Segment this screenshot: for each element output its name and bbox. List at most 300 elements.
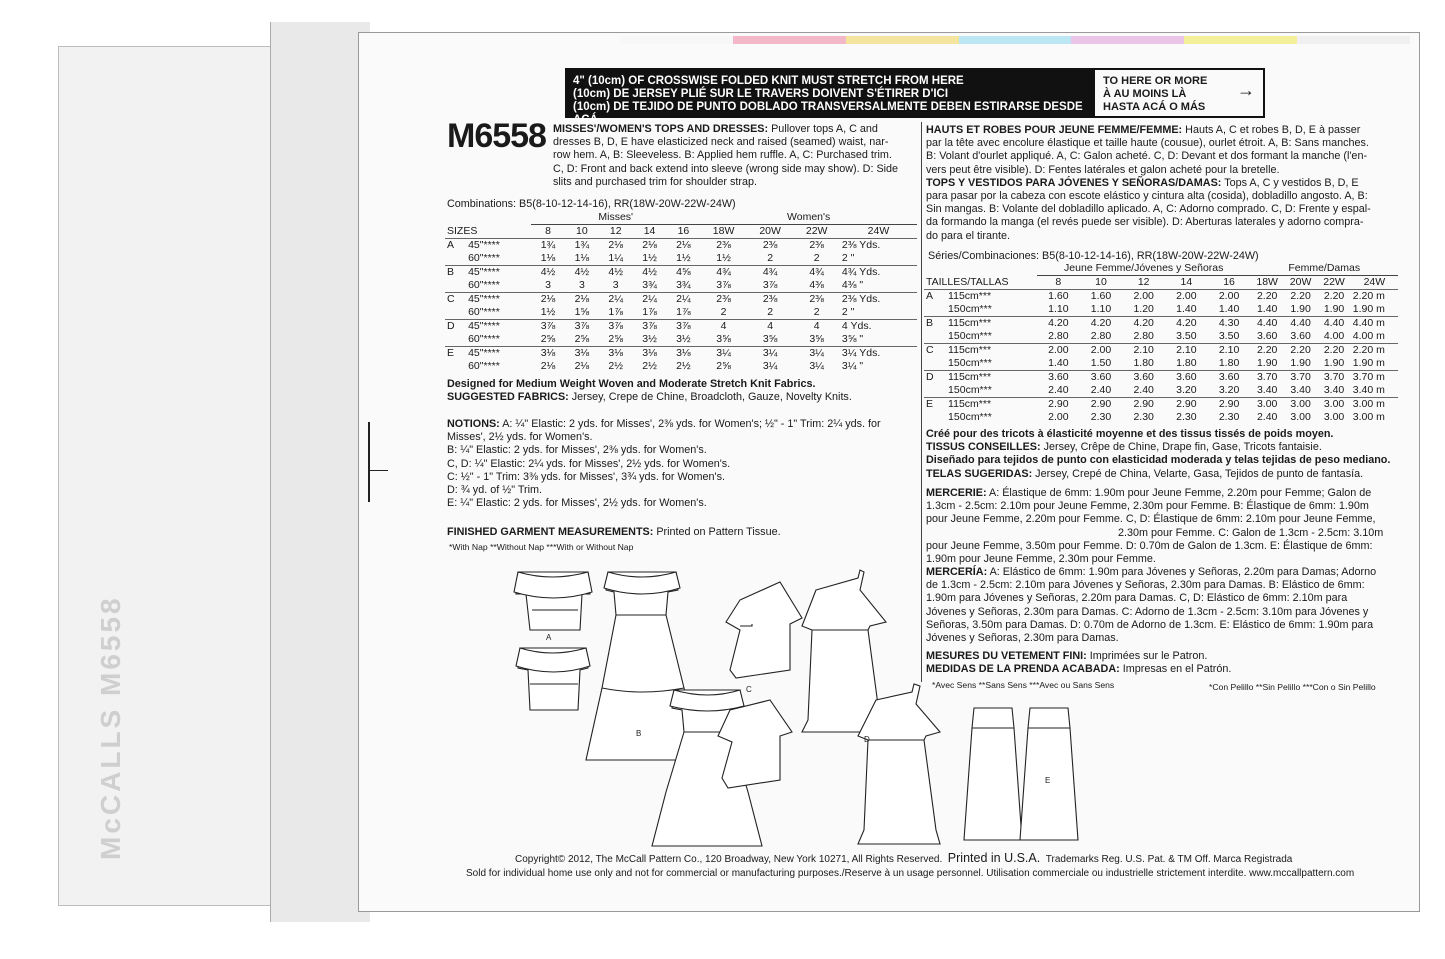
desc-line: row hem. A, B: Sleeveless. B: Applied hem ruffle. A, C: Purchased trim. bbox=[553, 149, 892, 162]
group-header-misses: Misses' bbox=[531, 211, 700, 225]
size-header: 16 bbox=[1223, 276, 1235, 288]
finished-text: Printed on Pattern Tissue. bbox=[653, 526, 781, 538]
notions-line: B: ¼" Elastic: 2 yds. for Misses', 2⅜ yds. for Women's. bbox=[447, 444, 707, 457]
yardage-cell: 4⅜ bbox=[809, 279, 824, 291]
fr-es-fabric-info bbox=[926, 428, 1398, 481]
figure-label-a: A bbox=[546, 633, 552, 642]
combinations: Combinations: B5(8-10-12-14-16), RR(18W-20W-22W-24W) bbox=[447, 198, 736, 210]
fr-desc-line: Hauts A, C et robes B, D, E à passer bbox=[1182, 124, 1361, 136]
yardage-cell: 2⅝ bbox=[540, 333, 556, 345]
size-header: 14 bbox=[643, 225, 656, 237]
figure-label-d: D bbox=[864, 735, 870, 744]
table-row bbox=[924, 317, 1398, 331]
yardage-cell: 3.60 bbox=[1080, 371, 1123, 385]
yardage-cell: 2.90 bbox=[1122, 398, 1165, 412]
table-row bbox=[924, 398, 1398, 412]
suggested-fabrics: Jersey, Crepe de Chine, Broadcloth, Gauze, Novelty Knits. bbox=[568, 391, 852, 404]
garment-illustrations bbox=[440, 560, 1080, 850]
color-swatch bbox=[959, 36, 1072, 44]
yardage-cell: 1.90 bbox=[1290, 303, 1311, 315]
yardage-cell: 1.90 bbox=[1290, 357, 1311, 369]
fr-desc-line: par la tête avec encolure élastique et taille haute (cousue), ourlet étroit. A, B: Sans manches. bbox=[926, 137, 1369, 150]
yardage-cell: 3.70 bbox=[1317, 371, 1350, 385]
merceria-line: de 1.3cm - 2.5cm: 2.10m para Jóvenes y Señoras, 2.30m para Damas. B: Elástico de 6mm: bbox=[926, 579, 1365, 592]
view-a-top-back bbox=[516, 648, 590, 710]
yardage-cell: 3¼ " bbox=[841, 360, 864, 372]
yardage-cell: 4.30 bbox=[1208, 317, 1251, 331]
yardage-cell: 2.20 m bbox=[1351, 344, 1398, 358]
yardage-cell: 2⅜ bbox=[700, 239, 747, 253]
yardage-cell: 3.60 bbox=[1256, 330, 1278, 342]
es-desc-line: da formando la manga (el revés puede ser visible). D: Aberturas laterales y adorno compra- bbox=[926, 216, 1364, 229]
view-label: D bbox=[445, 320, 466, 334]
yardage-cell: 1¾ bbox=[565, 239, 599, 253]
yardage-cell: 2⅛ bbox=[565, 293, 599, 307]
yardage-cell: 2⅝ bbox=[574, 333, 590, 345]
yardage-cell: 1⅞ bbox=[676, 306, 691, 318]
yardage-cell: 3¼ bbox=[700, 347, 747, 361]
stretch-gauge-from bbox=[567, 70, 1095, 126]
yardage-cell: 3⅛ bbox=[633, 347, 667, 361]
view-label: A bbox=[445, 239, 466, 253]
yardage-cell: 2 " bbox=[841, 252, 855, 264]
yardage-cell: 3.60 bbox=[1290, 330, 1311, 342]
yardage-cell: 2.00 bbox=[1048, 411, 1069, 423]
yardage-cell: 3⅞ bbox=[716, 279, 731, 291]
view-label bbox=[445, 306, 466, 320]
yardage-cell: 3¼ Yds. bbox=[840, 347, 917, 361]
fabric-width: 150cm*** bbox=[948, 330, 992, 342]
yardage-cell: 1⅛ bbox=[540, 252, 556, 264]
yardage-cell: 4⅝ bbox=[666, 266, 700, 280]
yardage-cell: 4.40 bbox=[1317, 317, 1350, 331]
yardage-cell: 2⅛ bbox=[666, 239, 700, 253]
yardage-cell: 2.20 bbox=[1250, 290, 1283, 304]
mercerie-line: 2.30m pour Femme. C: Galon de 1.3cm - 2.5cm: 3.10m bbox=[1118, 526, 1384, 539]
yardage-cell: 2.30 bbox=[1090, 411, 1112, 423]
fr-desc-line: B: Volant d'ourlet appliqué. A, C: Galon acheté. C, D: Devant et dos formant la manche (l'en- bbox=[926, 150, 1368, 163]
yardage-cell: 3.50 bbox=[1176, 330, 1197, 342]
envelope-flap-fold bbox=[270, 22, 370, 922]
fabric-width: 115cm*** bbox=[946, 290, 1037, 304]
yardage-cell: 1½ bbox=[540, 306, 556, 318]
yardage-cell: 2.00 bbox=[1080, 344, 1123, 358]
yardage-cell: 2.20 bbox=[1284, 344, 1317, 358]
yardage-cell: 2⅜ bbox=[700, 293, 747, 307]
yardage-cell: 4.20 bbox=[1122, 317, 1165, 331]
desc-line: dresses B, D, E have elasticized neck and raised (seamed) waist, nar- bbox=[553, 136, 889, 149]
yardage-cell: 3.00 bbox=[1317, 398, 1350, 412]
yardage-cell: 3½ bbox=[642, 333, 657, 345]
notions-line: E: ¼" Elastic: 2 yds. for Misses', 2½ yds. for Women's. bbox=[447, 497, 707, 510]
table-row bbox=[924, 344, 1398, 358]
yardage-cell: 3.60 bbox=[1165, 371, 1208, 385]
mercerie-line: pour Jeune Femme, 3.50m pour Femme. D: 0.70m de Galon de 1.3cm. E: Élastique de 6mm: bbox=[926, 539, 1373, 552]
mesures-label: MESURES DU VETEMENT FINI: bbox=[926, 650, 1087, 662]
view-label bbox=[924, 411, 946, 424]
yardage-cell: 4.20 bbox=[1165, 317, 1208, 331]
yardage-cell: 4½ bbox=[531, 266, 565, 280]
view-label: D bbox=[924, 371, 946, 385]
yardage-cell: 3¼ bbox=[793, 347, 840, 361]
finished-measurements bbox=[447, 526, 781, 539]
notions-label: NOTIONS: bbox=[447, 418, 500, 430]
yardage-cell: 2⅛ bbox=[540, 360, 556, 372]
yardage-cell: 1.60 bbox=[1037, 290, 1080, 304]
fabric-width: 150cm*** bbox=[948, 303, 992, 315]
yardage-cell: 4 bbox=[747, 320, 794, 334]
view-label bbox=[924, 384, 946, 398]
table-row bbox=[445, 266, 917, 280]
group-header-jeune: Jeune Femme/Jóvenes y Señoras bbox=[1037, 262, 1250, 276]
yardage-cell: 3⅝ bbox=[762, 333, 778, 345]
fabric-width: 60"**** bbox=[468, 360, 500, 372]
fabric-width: 115cm*** bbox=[946, 344, 1037, 358]
fabric-width: 45"**** bbox=[466, 239, 531, 253]
yardage-cell: 2⅛ bbox=[599, 239, 633, 253]
figure-label-c: C bbox=[746, 685, 752, 694]
yardage-cell: 1.20 bbox=[1133, 303, 1154, 315]
mercerie bbox=[926, 487, 1398, 566]
yardage-cell: 3⅞ bbox=[762, 279, 778, 291]
merceria-line: A: Elástico de 6mm: 1.90m para Jóvenes y Señoras, 2.20m para Damas; Adorno bbox=[987, 566, 1377, 578]
view-label bbox=[445, 279, 466, 293]
con-pelillo-legend: *Con Pelillo **Sin Pelillo ***Con o Sin Pelillo bbox=[1209, 682, 1376, 692]
notions-line: C, D: ¼" Elastic: 2¼ yds. for Misses', 2½ yds. for Women's. bbox=[447, 457, 731, 470]
yardage-cell: 3.40 bbox=[1323, 384, 1345, 396]
table-row bbox=[924, 384, 1398, 398]
table-row bbox=[445, 239, 917, 253]
view-label bbox=[924, 303, 946, 317]
arrow-right-icon: → bbox=[1237, 80, 1255, 100]
yardage-cell: 3.40 bbox=[1290, 384, 1311, 396]
yardage-cell: 4½ bbox=[599, 266, 633, 280]
table-row bbox=[445, 293, 917, 307]
yardage-cell: 3⅞ bbox=[599, 320, 633, 334]
yardage-cell: 2 bbox=[767, 306, 774, 318]
yardage-cell: 1.10 bbox=[1048, 303, 1069, 315]
size-header: 10 bbox=[1095, 276, 1107, 288]
series: Séries/Combinaciones: B5(8-10-12-14-16), RR(18W-20W-22W-24W) bbox=[928, 250, 1259, 262]
fabric-width: 45"**** bbox=[466, 347, 531, 361]
yardage-cell: 2.40 bbox=[1133, 384, 1154, 396]
yardage-cell: 3⅞ bbox=[565, 320, 599, 334]
mercerie-line: pour Jeune Femme, 2.20m pour Femme. C, D: Élastique de 6mm: 2.10m pour Jeune Femme, bbox=[926, 513, 1376, 526]
yardage-cell: 2⅜ bbox=[793, 239, 840, 253]
disenado-para: Diseñado para tejidos de punto con elasticidad moderada y telas tejidas de peso mediano. bbox=[926, 454, 1391, 467]
yardage-cell: 2½ bbox=[642, 360, 657, 372]
yardage-cell: 2⅛ bbox=[531, 293, 565, 307]
yardage-cell: 3⅞ bbox=[666, 320, 700, 334]
mercerie-line: 1.3cm - 2.5cm: 2.10m pour Jeune Femme, 2.30m pour Femme. B: Élastique de 6mm: 1.90m bbox=[926, 500, 1369, 513]
pattern-number: M6558 bbox=[447, 117, 546, 155]
view-label: E bbox=[445, 347, 466, 361]
yardage-cell: 2½ bbox=[608, 360, 624, 372]
yardage-cell: 3⅝ bbox=[809, 333, 824, 345]
yardage-cell: 3.40 bbox=[1256, 384, 1278, 396]
fabric-width: 115cm*** bbox=[946, 371, 1037, 385]
stretch-from-line: (10cm) DE JERSEY PLIÉ SUR LE TRAVERS DOIVENT S'ÉTIRER D'ICI bbox=[573, 88, 949, 100]
size-header: 12 bbox=[1137, 276, 1150, 288]
view-label: C bbox=[445, 293, 466, 307]
yardage-cell: 3.00 m bbox=[1352, 411, 1385, 423]
figure-label-b: B bbox=[636, 729, 642, 738]
fabric-width: 150cm*** bbox=[948, 357, 992, 369]
yardage-cell: 4½ bbox=[565, 266, 599, 280]
yardage-cell: 3.70 bbox=[1250, 371, 1283, 385]
fabric-width: 45"**** bbox=[466, 266, 531, 280]
table-row bbox=[445, 360, 917, 373]
show-through-brand: McCALLS M6558 bbox=[95, 595, 126, 860]
yardage-cell: 2.20 bbox=[1317, 344, 1350, 358]
fabric-width: 60"**** bbox=[468, 333, 500, 345]
color-swatch bbox=[733, 36, 846, 44]
yardage-cell: 3 bbox=[545, 279, 551, 291]
tissus-text: Jersey, Crêpe de Chine, Drape fin, Gase, Tricots fantaisie. bbox=[1040, 441, 1322, 454]
english-title: MISSES'/WOMEN'S TOPS AND DRESSES: bbox=[553, 123, 769, 135]
stretch-gauge bbox=[565, 68, 1265, 126]
notions-line: C: ½" - 1" Trim: 3⅜ yds. for Misses', 3¾ yds. for Women's. bbox=[447, 470, 725, 483]
yardage-cell: 1⅝ bbox=[574, 306, 590, 318]
yardage-cell: 2 bbox=[767, 252, 774, 264]
yardage-cell: 1.40 bbox=[1048, 357, 1069, 369]
tissus-label: TISSUS CONSEILLES: bbox=[926, 441, 1041, 454]
table-row bbox=[445, 333, 917, 347]
yardage-cell: 2⅜ bbox=[747, 293, 794, 307]
view-label bbox=[445, 333, 466, 347]
yardage-cell: 3.00 bbox=[1284, 398, 1317, 412]
yardage-cell: 2⅜ bbox=[747, 239, 794, 253]
tailles-label: TAILLES/TALLAS bbox=[926, 275, 1009, 288]
color-swatch bbox=[846, 36, 959, 44]
table-row bbox=[924, 371, 1398, 385]
yardage-cell: 3⅝ " bbox=[841, 333, 864, 345]
fabric-width: 150cm*** bbox=[948, 384, 992, 396]
stretch-from-line: 4" (10cm) OF CROSSWISE FOLDED KNIT MUST STRETCH FROM HERE bbox=[573, 75, 964, 87]
yardage-cell: 2 bbox=[720, 306, 727, 318]
notions-line: A: ¼" Elastic: 2 yds. for Misses', 2⅜ yds. for Women's; ½" - 1" Trim: 2¼ yds. for bbox=[499, 418, 881, 430]
yardage-cell: 3⅞ bbox=[531, 320, 565, 334]
group-header-women: Women's bbox=[700, 211, 917, 225]
color-swatch bbox=[1071, 36, 1184, 44]
yardage-cell: 2.20 bbox=[1250, 344, 1283, 358]
fabric-width: 150cm*** bbox=[948, 411, 992, 423]
merceria-line: Jóvenes y Señoras, 2.30m para Damas. C: Adorno de 1.3cm - 2.5cm: 3.10m para Jóvenes y bbox=[926, 605, 1369, 618]
merceria-line: Señoras, 3.50m para Damas. D: 0.70m de Adorno de 1.3cm. E: Elástico de 6mm: 1.90m para bbox=[926, 618, 1374, 631]
view-e-dress-back bbox=[1020, 708, 1078, 840]
telas-text: Jersey, Crepé de China, Velarte, Gasa, Tejidos de punto de fantasía. bbox=[1032, 467, 1364, 480]
yardage-cell: 1¾ bbox=[531, 239, 565, 253]
yardage-cell: 2¼ bbox=[666, 293, 700, 307]
yardage-cell: 3 bbox=[578, 279, 585, 291]
yardage-cell: 3⅞ bbox=[633, 320, 667, 334]
stretch-from-line: (10cm) DE TEJIDO DE PUNTO DOBLADO TRANSVERSALMENTE DEBEN ESTIRARSE DESDE ACÁ bbox=[573, 101, 1083, 126]
yardage-cell: 2.90 bbox=[1208, 398, 1251, 412]
es-desc-line: para pasar por la cabeza con escote elástico y cintura alta (cosida), dobladillo angosto. A, B: bbox=[926, 190, 1368, 203]
yardage-cell: 2.40 bbox=[1090, 384, 1112, 396]
yardage-cell: 3⅛ bbox=[599, 347, 633, 361]
yardage-cell: 4 bbox=[793, 320, 840, 334]
size-header: 20W bbox=[1289, 276, 1312, 288]
finished-label: FINISHED GARMENT MEASUREMENTS: bbox=[447, 526, 654, 538]
telas-label: TELAS SUGERIDAS: bbox=[926, 467, 1033, 480]
yardage-cell: 2.20 m bbox=[1351, 290, 1398, 304]
view-label bbox=[445, 360, 466, 373]
yardage-cell: 4.40 bbox=[1284, 317, 1317, 331]
yardage-cell: 3¼ bbox=[762, 360, 778, 372]
yardage-cell: 2.80 bbox=[1090, 330, 1112, 342]
view-label: E bbox=[924, 398, 946, 412]
table-row bbox=[445, 320, 917, 334]
yardage-cell: 3.60 bbox=[1037, 371, 1080, 385]
yardage-cell: 4.00 bbox=[1323, 330, 1345, 342]
yardage-cell: 2⅜ Yds. bbox=[840, 239, 917, 253]
usage-notice: Sold for individual home use only and not for commercial or manufacturing purposes./Reserve à un usage personnel. Utilisation commerciale ou industrielle strictement interdite. www.mccallpattern.com bbox=[466, 868, 1355, 879]
yardage-cell: 3.60 bbox=[1208, 371, 1251, 385]
size-header: 20W bbox=[759, 225, 781, 237]
view-a-top-front bbox=[514, 572, 592, 630]
size-header: 22W bbox=[1323, 276, 1345, 288]
yardage-cell: 2.30 bbox=[1176, 411, 1197, 423]
yardage-cell: 1.40 bbox=[1218, 303, 1240, 315]
yardage-cell: 3.00 bbox=[1250, 398, 1283, 412]
yardage-cell: 4.20 bbox=[1080, 317, 1123, 331]
color-swatch bbox=[1184, 36, 1297, 44]
fr-es-description bbox=[926, 124, 1398, 243]
es-desc-line: Tops A, C y vestidos B, D, E bbox=[1221, 176, 1359, 189]
size-header: 22W bbox=[805, 225, 828, 237]
fold-mark-tick bbox=[368, 470, 388, 471]
medidas-label: MEDIDAS DE LA PRENDA ACABADA: bbox=[926, 663, 1120, 676]
table-row bbox=[445, 252, 917, 266]
size-header: 10 bbox=[576, 225, 588, 237]
yardage-cell: 2.00 bbox=[1208, 290, 1251, 304]
yardage-cell: 1⅞ bbox=[608, 306, 624, 318]
yardage-cell: 1.90 bbox=[1323, 357, 1345, 369]
yardage-cell: 2.80 bbox=[1048, 330, 1069, 342]
yardage-cell: 3.00 bbox=[1290, 411, 1311, 423]
yardage-cell: 3¼ bbox=[809, 360, 824, 372]
stretch-to-line: À AU MOINS LÀ bbox=[1103, 88, 1187, 100]
yardage-cell: 1⅞ bbox=[642, 306, 657, 318]
yardage-cell: 1½ bbox=[676, 252, 691, 264]
size-header: 16 bbox=[677, 225, 690, 237]
yardage-cell: 1.90 bbox=[1256, 357, 1278, 369]
yardage-cell: 3½ bbox=[676, 333, 691, 345]
yardage-cell: 1.80 bbox=[1133, 357, 1154, 369]
table-row bbox=[924, 290, 1398, 304]
yardage-cell: 3.70 m bbox=[1351, 371, 1398, 385]
copyright-line bbox=[515, 851, 1292, 865]
stretch-gauge-to bbox=[1095, 70, 1263, 116]
stretch-to-line: HASTA ACÁ O MÁS bbox=[1103, 101, 1206, 113]
yardage-cell: 2 bbox=[813, 306, 820, 318]
medidas-text: Impresas en el Patrón. bbox=[1119, 663, 1232, 676]
fabric-width: 60"**** bbox=[468, 279, 500, 291]
printed-in: Printed in U.S.A. bbox=[947, 851, 1041, 865]
size-header: 24W bbox=[1363, 276, 1386, 288]
yardage-cell: 2 " bbox=[841, 306, 855, 318]
yardage-cell: 2.10 bbox=[1122, 344, 1165, 358]
table-row bbox=[445, 347, 917, 361]
yardage-cell: 4½ bbox=[633, 266, 667, 280]
table-row bbox=[924, 411, 1398, 424]
view-label bbox=[445, 252, 466, 266]
cree-pour: Créé pour des tricots à élasticité moyenne et des tissus tissés de poids moyen. bbox=[926, 428, 1334, 440]
yardage-cell: 3.00 bbox=[1323, 411, 1345, 423]
spanish-title: TOPS Y VESTIDOS PARA JÓVENES Y SEÑORAS/DAMAS: bbox=[926, 176, 1222, 189]
mesures-text: Imprimées sur le Patron. bbox=[1086, 650, 1208, 662]
yardage-cell: 1.60 bbox=[1080, 290, 1123, 304]
yardage-cell: 3.50 bbox=[1218, 330, 1240, 342]
stretch-to-line: TO HERE OR MORE bbox=[1103, 75, 1208, 87]
yardage-cell: 1½ bbox=[642, 252, 657, 264]
view-label bbox=[924, 330, 946, 344]
table-row bbox=[924, 303, 1398, 317]
fabric-width: 115cm*** bbox=[946, 317, 1037, 331]
notions bbox=[447, 418, 919, 510]
yardage-cell: 2.10 bbox=[1165, 344, 1208, 358]
yardage-cell: 3.70 bbox=[1284, 371, 1317, 385]
desc-line: C, D: Front and back extend into sleeve (wrong side may show). D: Side bbox=[553, 162, 899, 175]
yardage-cell: 4.00 m bbox=[1352, 330, 1385, 342]
group-header-femme: Femme/Damas bbox=[1250, 262, 1398, 276]
merceria-line: 1.90m para Jóvenes y Señoras, 2.20m para Damas. C, D: Elástico de 6mm: 2.10m para bbox=[926, 592, 1348, 605]
merceria-line: Jóvenes y Señoras, 2.30m para Damas. bbox=[926, 632, 1119, 645]
view-label: B bbox=[924, 317, 946, 331]
yardage-cell: 2½ bbox=[676, 360, 691, 372]
avec-sens-legend: *Avec Sens **Sans Sens ***Avec ou Sans Sens bbox=[932, 680, 1115, 690]
yardage-cell: 3¾ bbox=[676, 279, 691, 291]
table-row bbox=[445, 306, 917, 320]
yardage-cell: 3⅛ bbox=[531, 347, 565, 361]
merceria-label: MERCERÍA: bbox=[926, 566, 988, 578]
yardage-cell: 2.20 bbox=[1284, 290, 1317, 304]
size-header: 18W bbox=[1256, 276, 1278, 288]
view-label bbox=[924, 357, 946, 371]
yardage-cell: 1½ bbox=[716, 252, 731, 264]
yardage-cell: 3.20 bbox=[1176, 384, 1197, 396]
yardage-cell: 4¾ Yds. bbox=[840, 266, 917, 280]
table-row bbox=[924, 357, 1398, 371]
suggested-label: SUGGESTED FABRICS: bbox=[447, 391, 569, 404]
size-header: 8 bbox=[545, 225, 551, 237]
size-header: 14 bbox=[1180, 276, 1193, 288]
view-e-dress bbox=[964, 708, 1022, 840]
yardage-cell: 3.00 m bbox=[1351, 398, 1398, 412]
yardage-cell: 3⅛ bbox=[666, 347, 700, 361]
yardage-cell: 2.20 bbox=[1317, 290, 1350, 304]
view-label: A bbox=[924, 290, 946, 304]
color-registration-bar bbox=[620, 36, 1410, 44]
size-header: 12 bbox=[609, 225, 622, 237]
yardage-cell: 4 Yds. bbox=[840, 320, 917, 334]
trademarks: Trademarks Reg. U.S. Pat. & TM Off. Marca Registrada bbox=[1045, 854, 1293, 865]
yardage-cell: 2¼ bbox=[633, 293, 667, 307]
yardage-cell: 1.90 bbox=[1323, 303, 1345, 315]
yardage-cell: 4¾ bbox=[700, 266, 747, 280]
yardage-cell: 3 bbox=[612, 279, 619, 291]
yardage-cell: 1⅛ bbox=[574, 252, 590, 264]
yardage-cell: 4.40 bbox=[1250, 317, 1283, 331]
copyright: Copyright© 2012, The McCall Pattern Co., 120 Broadway, New York 10271, All Rights Reserved. bbox=[515, 854, 943, 865]
yardage-cell: 2⅛ bbox=[633, 239, 667, 253]
table-row bbox=[445, 279, 917, 293]
yardage-cell: 4.40 m bbox=[1351, 317, 1398, 331]
yardage-cell: 4⅜ " bbox=[841, 279, 864, 291]
yardage-cell: 3.60 bbox=[1122, 371, 1165, 385]
yardage-cell: 2.00 bbox=[1037, 344, 1080, 358]
